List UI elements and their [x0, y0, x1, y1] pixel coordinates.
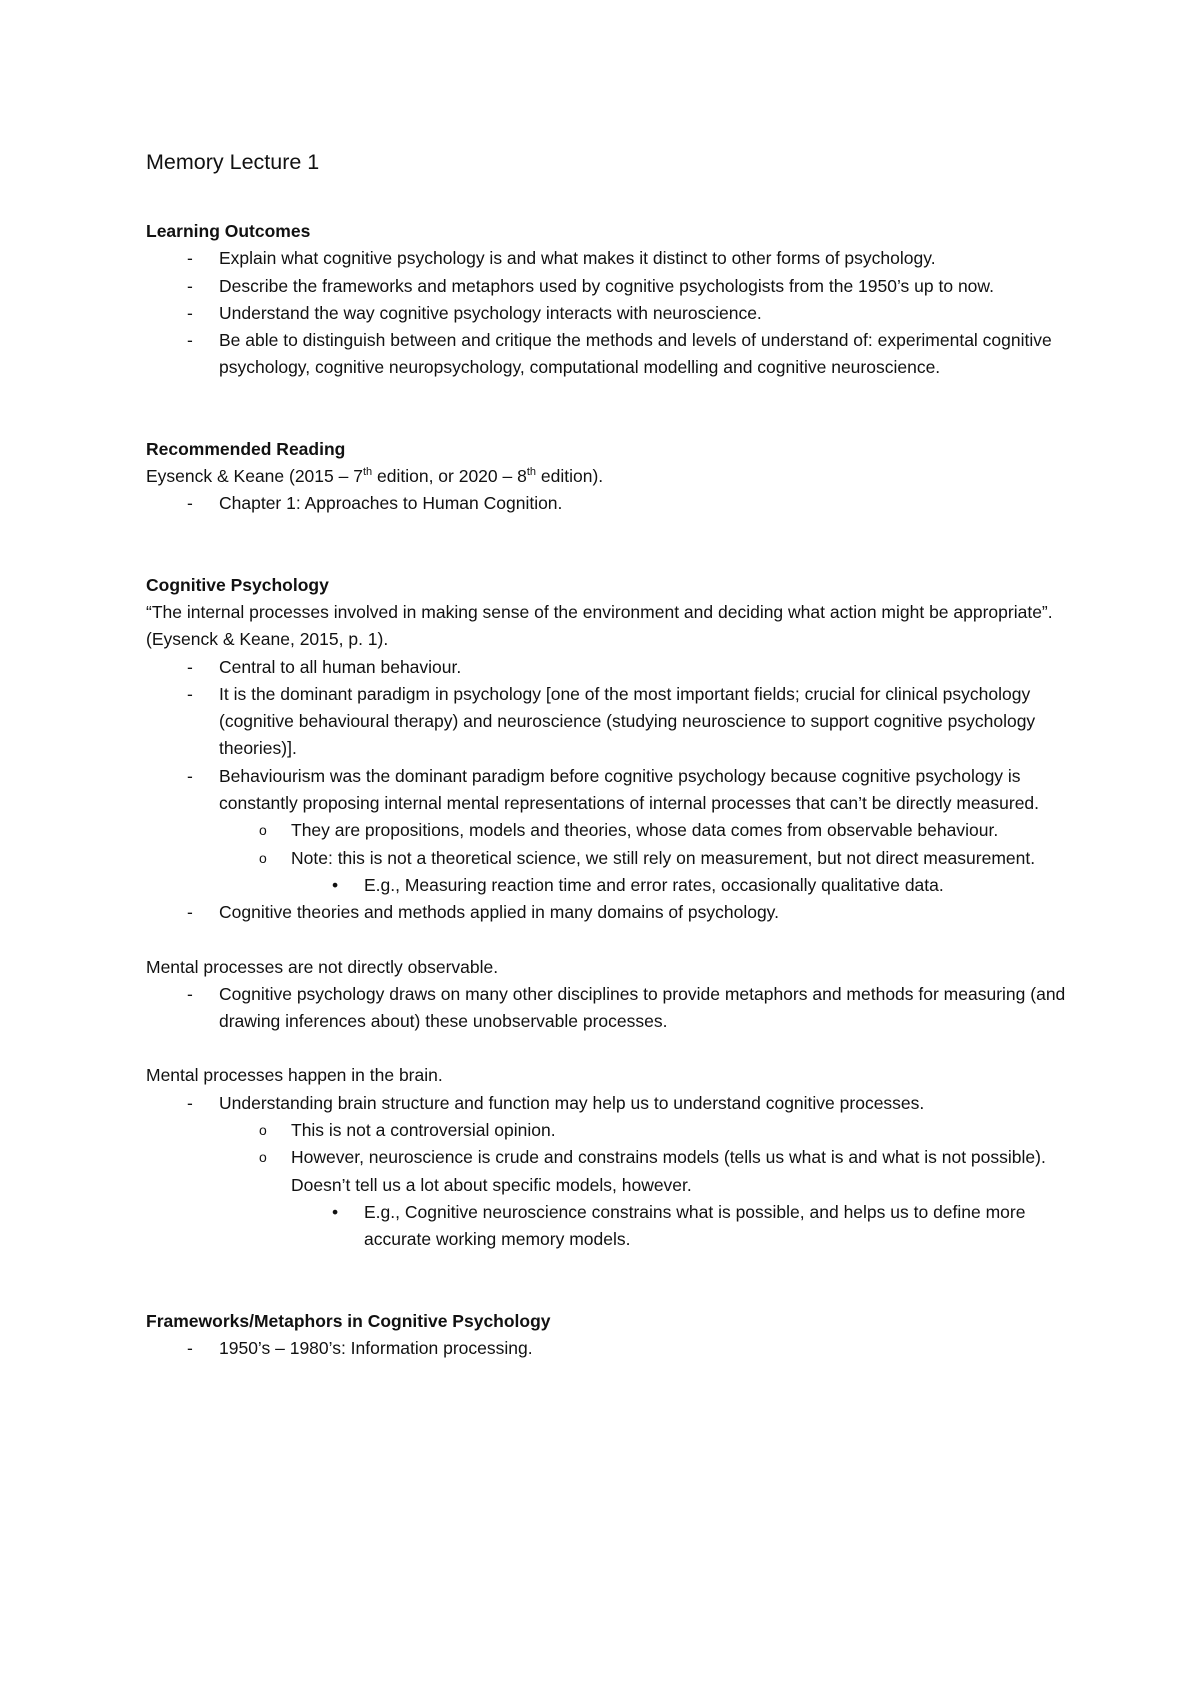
learning-outcomes-heading: Learning Outcomes	[146, 221, 311, 241]
list-item-text: E.g., Measuring reaction time and error rates, occasionally qualitative data.	[364, 874, 944, 895]
list-item	[146, 300, 1076, 327]
list-item-text: However, neuroscience is crude and constrains models (tells us what is and what is not possible). Doesn’t tell us a lot about specific models, however.	[291, 1147, 1046, 1195]
list-item-text: Understand the way cognitive psychology interacts with neuroscience.	[219, 302, 762, 323]
list-item-text: This is not a controversial opinion.	[291, 1120, 556, 1141]
list-item-text: Describe the frameworks and metaphors used by cognitive psychologists from the 1950’s up to now.	[219, 275, 994, 296]
list-item-text: Behaviourism was the dominant paradigm before cognitive psychology because cognitive psychology is constantly proposing internal mental representations of internal processes that can’t be directly measured.	[219, 765, 1040, 814]
frameworks-heading: Frameworks/Metaphors in Cognitive Psychology	[146, 1310, 551, 1331]
list-item	[146, 1335, 1076, 1362]
dash-marker: -	[187, 902, 193, 923]
list-item-text: Understanding brain structure and function may help us to understand cognitive processes.	[219, 1092, 925, 1113]
list-item-text: Explain what cognitive psychology is and what makes it distinct to other forms of psychology.	[219, 248, 936, 269]
reading-list	[146, 490, 1076, 517]
list-item	[146, 681, 1076, 763]
mental-brain-line: Mental processes happen in the brain.	[146, 1065, 443, 1086]
dash-marker: -	[187, 302, 193, 323]
superscript: th	[526, 466, 537, 479]
circle-marker: o	[259, 1122, 267, 1139]
sub-list-item	[146, 1144, 1076, 1199]
frameworks-list	[146, 1335, 1076, 1362]
cognitive-psychology-list	[146, 654, 1076, 927]
dash-marker: -	[187, 330, 193, 351]
reading-reference	[146, 463, 1076, 490]
dash-marker: -	[187, 683, 193, 704]
reading-text-part: Eysenck & Keane (2015 – 7	[146, 466, 363, 487]
list-item-text: It is the dominant paradigm in psychology [one of the most important fields; crucial for clinical psychology (cognitive behavioural therapy) and neuroscience (studying neuroscience to support cognitive psychology theories)].	[219, 683, 1036, 759]
reading-text-part: edition).	[536, 466, 604, 487]
dash-marker: -	[187, 248, 193, 269]
dash-marker: -	[187, 1337, 193, 1358]
dash-marker: -	[187, 656, 193, 677]
mental-observable-line: Mental processes are not directly observable.	[146, 956, 499, 977]
cognitive-psychology-heading: Cognitive Psychology	[146, 574, 329, 595]
list-item	[146, 273, 1076, 300]
list-item	[146, 490, 1076, 517]
list-item-text: Cognitive psychology draws on many other disciplines to provide metaphors and methods for measuring (and drawing inferences about) these unobservable processes.	[219, 983, 1066, 1032]
dash-marker: -	[187, 983, 193, 1004]
list-item	[146, 981, 1076, 1036]
list-item-text: Note: this is not a theoretical science, we still rely on measurement, but not direct measurement.	[291, 847, 1036, 868]
document-title: Memory Lecture 1	[146, 150, 320, 174]
mental-observable-list	[146, 981, 1076, 1036]
list-item	[146, 245, 1076, 272]
list-item-text: They are propositions, models and theories, whose data comes from observable behaviour.	[291, 820, 999, 841]
dash-marker: -	[187, 1092, 193, 1113]
reading-text-part: edition, or 2020 – 8	[372, 466, 527, 487]
list-item-text: Chapter 1: Approaches to Human Cognition.	[219, 493, 563, 514]
circle-marker: o	[259, 1149, 267, 1166]
list-item-text: Be able to distinguish between and critique the methods and levels of understand of: experimental cognitive psychology, cognitive neuropsychology, computational modelling and cognitive neuroscience.	[219, 330, 1052, 378]
sub-sub-list-item	[146, 872, 1076, 899]
learning-outcomes-list	[146, 245, 1076, 381]
sub-list-item	[146, 1117, 1076, 1144]
sub-sub-list-item	[146, 1199, 1076, 1254]
dash-marker: -	[187, 275, 193, 296]
recommended-reading-heading: Recommended Reading	[146, 438, 346, 459]
document-body	[146, 148, 1076, 1362]
definition-quote: “The internal processes involved in making sense of the environment and deciding what action might be appropriate”. (Eysenck & Keane, 2015, p. 1).	[146, 601, 1053, 650]
circle-marker: o	[259, 849, 267, 866]
circle-marker: o	[259, 822, 267, 839]
list-item-text: 1950’s – 1980’s: Information processing.	[219, 1337, 533, 1358]
list-item-text: Central to all human behaviour.	[219, 656, 462, 677]
list-item-text: Cognitive theories and methods applied in many domains of psychology.	[219, 902, 779, 923]
list-item	[146, 654, 1076, 681]
dash-marker: -	[187, 493, 193, 514]
list-item	[146, 763, 1076, 818]
sub-list-item	[146, 817, 1076, 844]
bullet-marker: •	[332, 1201, 339, 1222]
list-item	[146, 1090, 1076, 1117]
sub-list-item	[146, 845, 1076, 872]
superscript: th	[362, 466, 373, 479]
list-item-text: E.g., Cognitive neuroscience constrains what is possible, and helps us to define more accurate working memory models.	[364, 1201, 1026, 1250]
bullet-marker: •	[332, 874, 339, 895]
mental-brain-list	[146, 1090, 1076, 1254]
list-item	[146, 899, 1076, 926]
list-item	[146, 327, 1076, 382]
dash-marker: -	[187, 765, 193, 786]
